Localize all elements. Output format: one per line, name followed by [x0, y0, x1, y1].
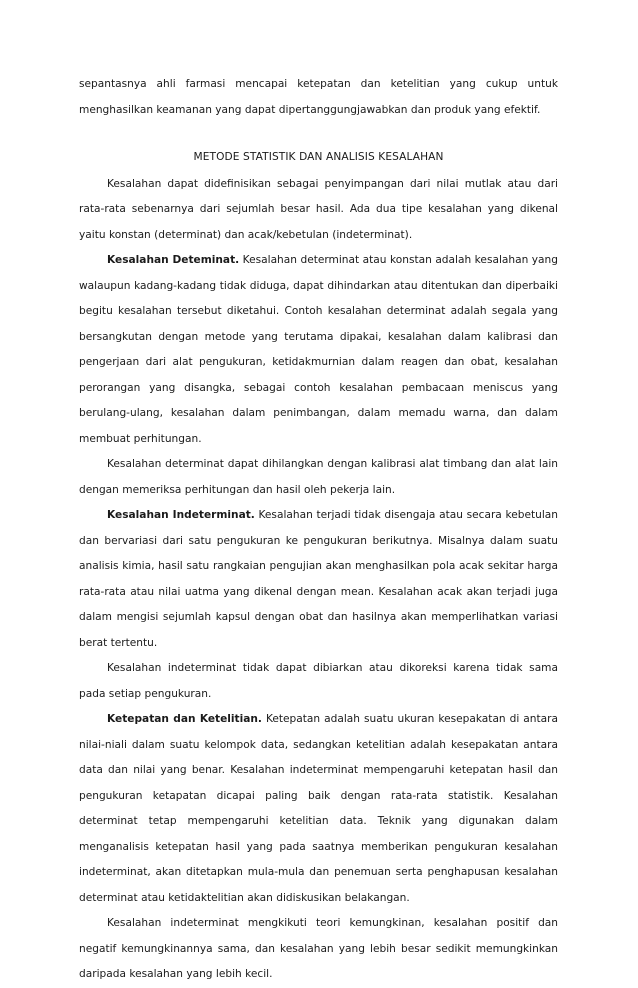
paragraph-text: Ketepatan adalah suatu ukuran kesepakatan di antara nilai-niali dalam suatu kelompok data, sedangkan ketelitian adalah kesepakatan antara data dan nilai yang benar. Kesalahan indeterminat mempengaruhi ketepatan hasil dan pengukuran ketapatan dicapai paling baik dengan rata-rata statistik. Kesalahan determinat tetap mempengaruhi ketelitian data. Teknik yang digunakan dalam menganalisis ketepatan hasil yang pada saatnya memberikan pengukuran kesalahan indeterminat, akan ditetapkan mula-mula dan penemuan serta penghapusan kesalahan determinat atau ketidaktelitian akan didiskusikan belakangan.: [79, 713, 558, 904]
paragraph-text: Kesalahan indeterminat mengkikuti teori kemungkinan, kesalahan positif dan negatif kemungkinannya sama, dan kesalahan yang lebih besar sedikit memungkinkan daripada kesalahan yang lebih kecil.: [79, 917, 558, 980]
continuation-paragraph: sepantasnya ahli farmasi mencapai ketepatan dan ketelitian yang cukup untuk menghasilkan keamanan yang dapat dipertanggungjawabkan dan produk yang efektif.: [79, 78, 558, 116]
paragraph-indeterminate-correction: [79, 656, 558, 707]
paragraph-text: Kesalahan determinat atau konstan adalah kesalahan yang walaupun kadang-kadang tidak diduga, dapat dihindarkan atau ditentukan dan diperbaiki begitu kesalahan tersebut diketahui. Contoh kesalahan determinat adalah segala yang bersangkutan dengan metode yang terutama dipakai, kesalahan dalam kalibrasi dan pengerjaan dari alat pengukuran, ketidakmurnian dalam reagen dan obat, kesalahan perorangan yang disangka, sebagai contoh kesalahan pembacaan meniscus yang berulang-ulang, kesalahan dalam penimbangan, dalam memadu warna, dan dalam membuat perhitungan.: [79, 254, 558, 445]
paragraph-determinate-removal: [79, 452, 558, 503]
paragraph-text: Kesalahan determinat dapat dihilangkan dengan kalibrasi alat timbang dan alat lain dengan memeriksa perhitungan dan hasil oleh pekerja lain.: [79, 458, 558, 496]
paragraph-lead-term: Ketepatan dan Ketelitian.: [107, 713, 262, 725]
paragraph-lead-term: Kesalahan Deteminat.: [107, 254, 240, 266]
paragraph-lead-term: Kesalahan Indeterminat.: [107, 509, 255, 521]
paragraph-text: Kesalahan indeterminat tidak dapat dibiarkan atau dikoreksi karena tidak sama pada setiap pengukuran.: [79, 662, 558, 700]
paragraph-determinate-error: [79, 248, 558, 452]
paragraph-definition: [79, 172, 558, 249]
paragraph-probability-theory: [79, 911, 558, 988]
paragraph-text: Kesalahan dapat didefinisikan sebagai penyimpangan dari nilai mutlak atau dari rata-rata sebenarnya dari sejumlah besar hasil. Ada dua tipe kesalahan yang dikenal yaitu konstan (determinat) dan acak/kebetulan (indeterminat).: [79, 177, 558, 241]
section-heading: METODE STATISTIK DAN ANALISIS KESALAHAN: [193, 151, 444, 163]
paragraph-text: Kesalahan terjadi tidak disengaja atau secara kebetulan dan bervariasi dari satu pengukuran ke pengukuran berikutnya. Misalnya dalam suatu analisis kimia, hasil satu rangkaian pengujian akan menghasilkan pola acak sekitar harga rata-rata atau nilai uatma yang dikenal dengan mean. Kesalahan acak akan terjadi juga dalam mengisi sejumlah kapsul dengan obat dan hasilnya akan memperlihatkan variasi berat tertentu.: [79, 509, 558, 649]
paragraph-indeterminate-error: [79, 503, 558, 656]
paragraph-precision-accuracy: [79, 707, 558, 911]
text-column: [79, 72, 558, 988]
